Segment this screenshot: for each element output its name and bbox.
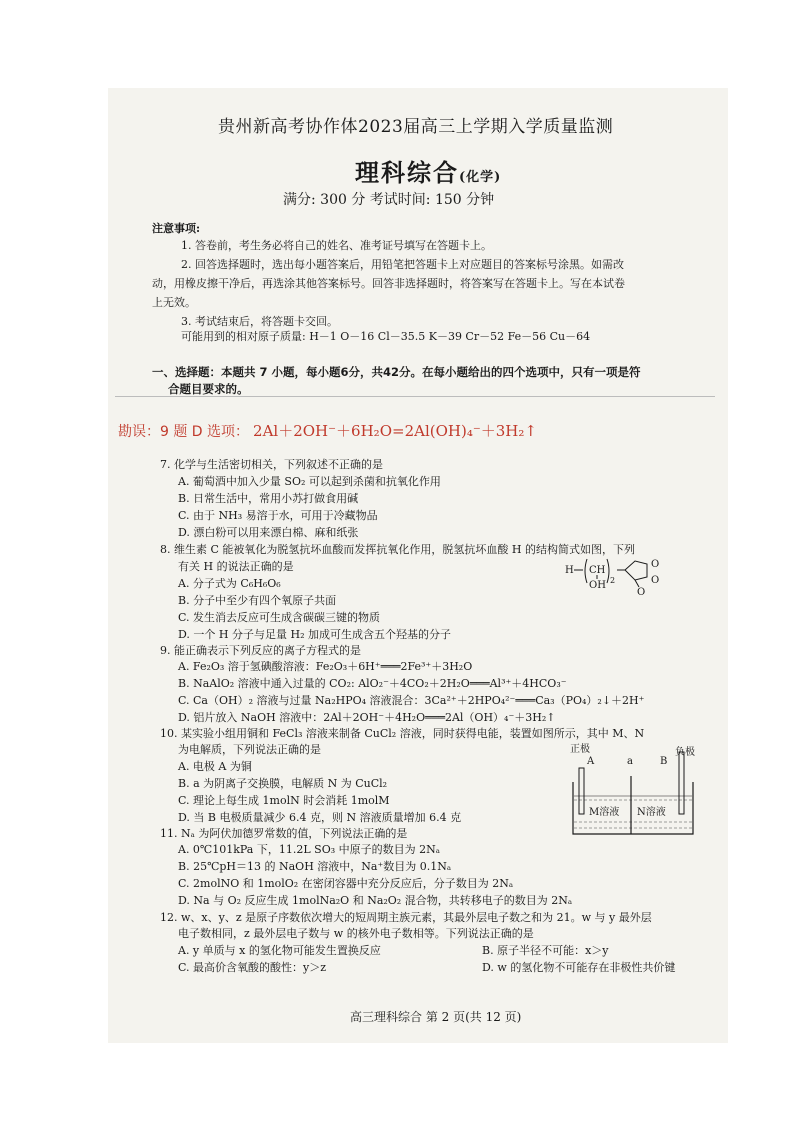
q12-option-a: A. y 单质与 x 的氢化物可能发生置换反应 [178,944,381,957]
q10-option-c: C. 理论上每生成 1molN 时会消耗 1molM [178,794,390,807]
q11-stem: 11. Nₐ 为阿伏加德罗常数的值，下列说法正确的是 [160,827,408,840]
page-footer: 高三理科综合 第 2 页(共 12 页) [350,1010,522,1024]
q7-option-b: B. 日常生活中，常用小苏打做食用碱 [178,492,359,505]
exam-title: 贵州新高考协作体2023届高三上学期入学质量监测 [218,117,614,137]
note-2a: 2. 回答选择题时，选出每小题答案后，用铅笔把答题卡上对应题目的答案标号涂黑。如需改 [181,258,624,271]
atomic-masses: 可能用到的相对原子质量: H－1 O－16 Cl－35.5 K－39 Cr－52 Fe－56 Cu－64 [181,330,591,343]
q7-stem: 7. 化学与生活密切相关，下列叙述不正确的是 [160,458,383,471]
section-1-line1: 一、选择题：本题共 7 小题，每小题6分，共42分。在每小题给出的四个选项中，只有一项是符 [152,365,641,379]
fig-negative-label: 负极 [675,747,695,758]
errata-label: 勘误：9 题 D 选项： [118,424,250,440]
section-1-line2: 合题目要求的。 [168,382,249,396]
note-1: 1. 答卷前，考生务必将自己的姓名、准考证号填写在答题卡上。 [181,239,492,252]
fig-membrane-label: a [627,756,633,767]
q8-stem-1: 8. 维生素 C 能被氧化为脱氢抗坏血酸而发挥抗氧化作用，脱氢抗坏血酸 H 的结构简式如图，下列 [160,543,635,556]
fig-positive-label: 正极 [570,744,590,755]
q12-option-b: B. 原子半径不可能：x＞y [482,944,609,957]
fig-solution-n: N溶液 [637,807,666,818]
fig-o-right: O [651,575,660,586]
q7-option-d: D. 漂白粉可以用来漂白棉、麻和纸张 [178,526,359,539]
errata-equation: 2Al＋2OH⁻＋6H₂O=2Al(OH)₄⁻＋3H₂↑ [253,422,537,440]
subject-name: 理科综合 [355,158,459,187]
dhaa-structure-figure [565,555,675,603]
q12-option-d: D. w 的氢化物不可能存在非极性共价键 [482,961,676,974]
subject-sub: (化学) [459,170,502,185]
q9-option-c: C. Ca（OH）₂ 溶液与过量 Na₂HPO₄ 溶液混合：3Ca²⁺＋2HPO₄²⁻═══Ca₃（PO₄）₂↓＋2H⁺ [178,694,645,707]
note-2c: 上无效。 [152,296,196,309]
q9-option-d: D. 铝片放入 NaOH 溶液中：2Al＋2OH⁻＋4H₂O═══2Al（OH）₄⁻＋3H₂↑ [178,711,556,724]
q11-option-b: B. 25℃pH＝13 的 NaOH 溶液中，Na⁺数目为 0.1Nₐ [178,860,452,873]
q10-option-a: A. 电极 A 为铜 [178,760,252,773]
q12-stem-2: 电子数相同，z 最外层电子数与 w 的核外电子数相等。下列说法正确的是 [178,927,534,940]
fig-o-bottom: O [637,587,646,598]
galvanic-cell-figure [565,742,715,842]
notes-heading: 注意事项: [152,222,201,235]
q10-stem-1: 10. 某实验小组用铜和 FeCl₃ 溶液来制备 CuCl₂ 溶液，同时获得电能，装置如图所示，其中 M、N [160,727,645,740]
q10-option-b: B. a 为阴离子交换膜，电解质 N 为 CuCl₂ [178,777,388,790]
divider [115,396,715,397]
fig-electrode-a-label: A [587,756,595,767]
q8-option-d: D. 一个 H 分子与足量 H₂ 加成可生成含五个羟基的分子 [178,628,452,641]
exam-meta: 满分: 300 分 考试时间: 150 分钟 [283,192,495,208]
q9-stem: 9. 能正确表示下列反应的离子方程式的是 [160,644,361,657]
fig-solution-m: M溶液 [589,807,620,818]
q11-option-a: A. 0℃101kPa 下，11.2L SO₃ 中原子的数目为 2Nₐ [178,843,440,856]
q8-option-a: A. 分子式为 C₆H₆O₆ [178,577,281,590]
q7-option-a: A. 葡萄酒中加入少量 SO₂ 可以起到杀菌和抗氧化作用 [178,475,441,488]
fig-h-label: H [565,565,574,576]
q8-option-c: C. 发生消去反应可生成含碳碳三键的物质 [178,611,381,624]
note-2b: 动，用橡皮擦干净后，再选涂其他答案标号。回答非选择题时，将答案写在答题卡上。写在本试卷 [152,277,625,290]
q9-option-b: B. NaAlO₂ 溶液中通入过量的 CO₂: AlO₂⁻＋4CO₂＋2H₂O═══Al³⁺＋4HCO₃⁻ [178,677,567,690]
q12-stem-1: 12. w、x、y、z 是原子序数依次增大的短周期主族元素，其最外层电子数之和为 21。w 与 y 最外层 [160,911,652,924]
q10-option-d: D. 当 B 电极质量减少 6.4 克，则 N 溶液质量增加 6.4 克 [178,811,462,824]
q11-option-d: D. Na 与 O₂ 反应生成 1molNa₂O 和 Na₂O₂ 混合物，共转移电子的数目为 2Nₐ [178,894,573,907]
q9-option-a: A. Fe₂O₃ 溶于氢碘酸溶液：Fe₂O₃＋6H⁺═══2Fe³⁺＋3H₂O [178,660,473,673]
fig-ch-label: CH [589,565,606,576]
q8-stem-2: 有关 H 的说法正确的是 [178,560,294,573]
q8-option-b: B. 分子中至少有四个氧原子共面 [178,594,337,607]
fig-electrode-b-label: B [660,756,668,767]
fig-oh-label: OH [589,580,606,591]
fig-o-top: O [651,559,660,570]
fig-subscript: 2 [610,576,616,585]
note-3: 3. 考试结束后，将答题卡交回。 [181,315,338,328]
q7-option-c: C. 由于 NH₃ 易溶于水，可用于冷藏物品 [178,509,378,522]
q11-option-c: C. 2molNO 和 1molO₂ 在密闭容器中充分反应后，分子数目为 2Nₐ [178,877,514,890]
q10-stem-2: 为电解质，下列说法正确的是 [178,743,321,756]
subject-title [355,153,501,188]
q12-option-c: C. 最高价含氧酸的酸性：y＞z [178,961,327,974]
errata-note [118,420,537,441]
